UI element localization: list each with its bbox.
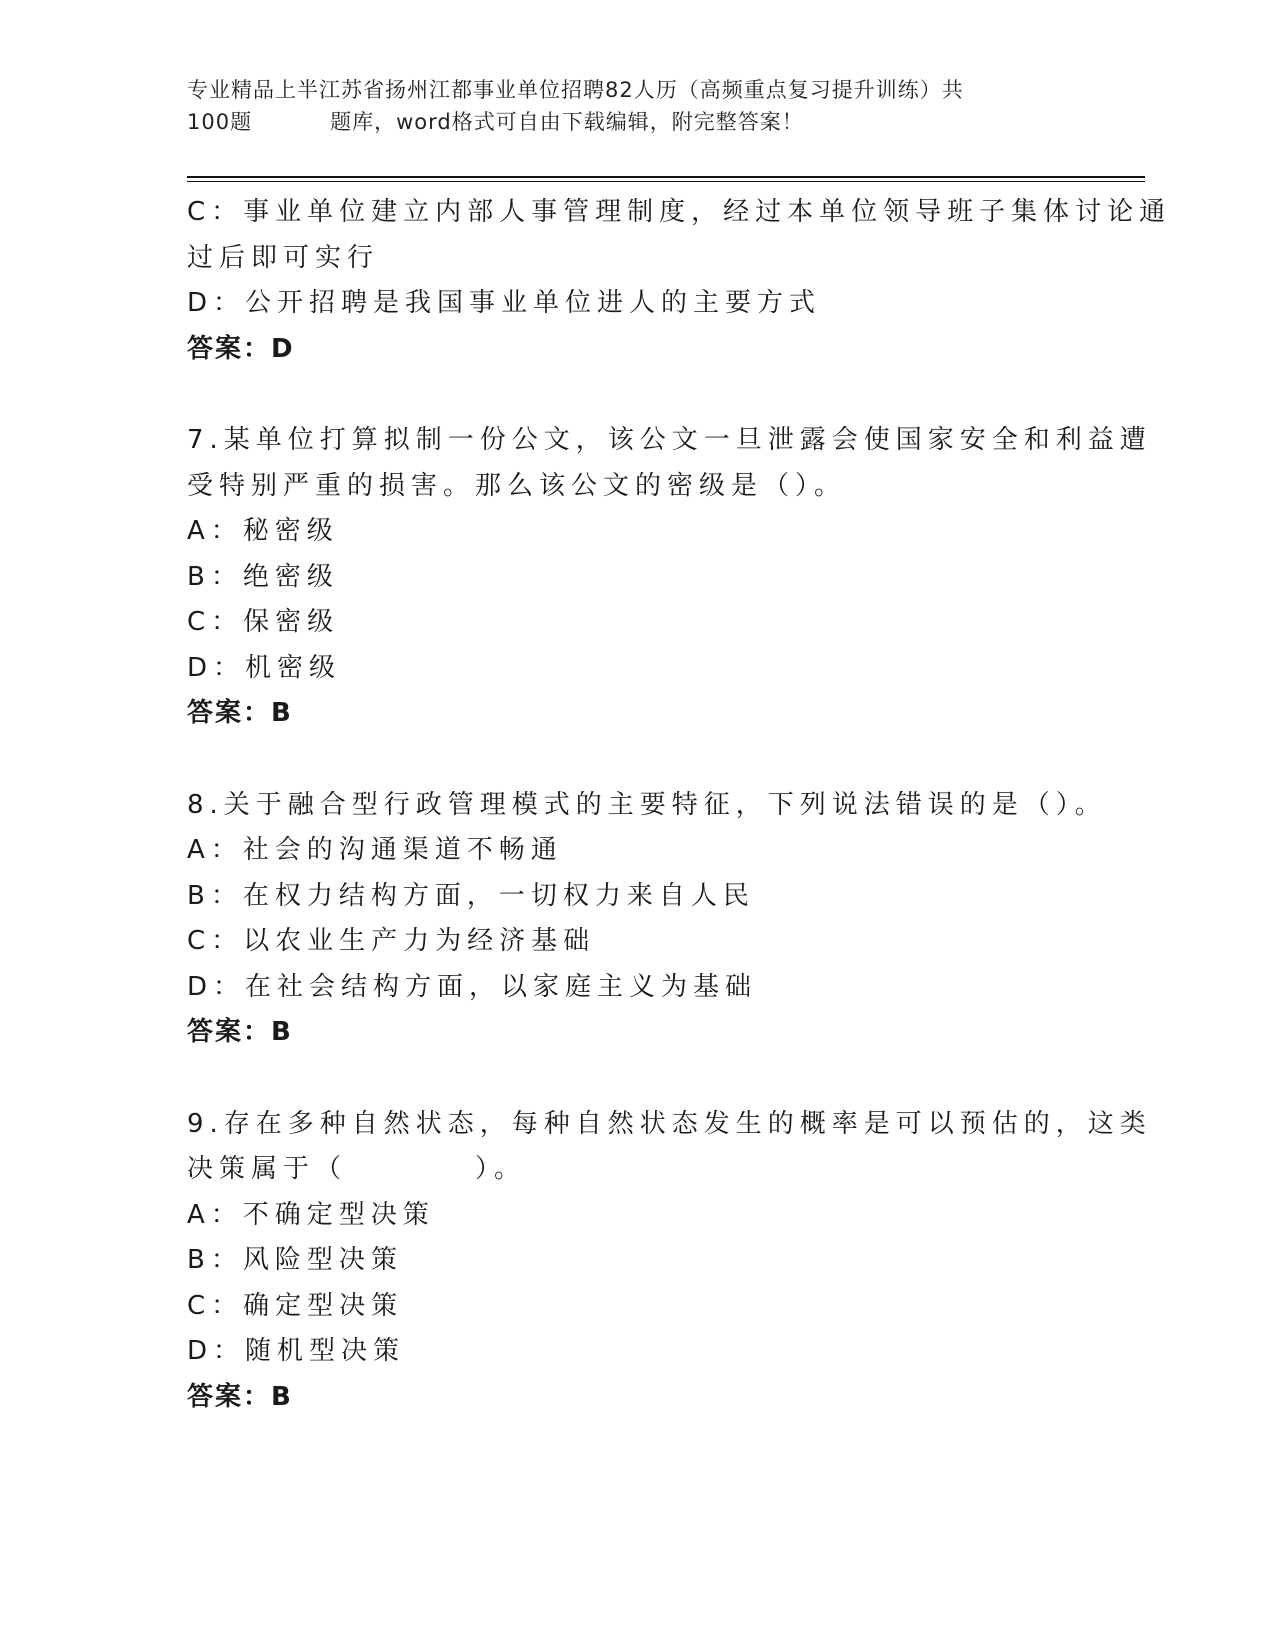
question-7 (187, 418, 1152, 737)
question-stem: 9.存在多种自然状态，每种自然状态发生的概率是可以预估的，这类 (187, 1108, 1152, 1139)
option-b: B：在权力结构方面，一切权力来自人民 (187, 880, 755, 911)
page-header (187, 74, 1087, 138)
header-question-count: 100题 (187, 110, 253, 134)
answer-line: 答案：B (187, 1017, 293, 1047)
option-d: D：公开招聘是我国事业单位进人的主要方式 (187, 288, 822, 318)
header-title-line2 (187, 106, 1087, 138)
answer-line: 答案：D (187, 333, 295, 364)
option-c: C：保密级 (187, 607, 340, 637)
option-a: A：社会的沟通渠道不畅通 (187, 835, 563, 865)
question-8 (187, 783, 1107, 1056)
question-stem: 7.某单位打算拟制一份公文，该公文一旦泄露会使国家安全和利益遭 (187, 425, 1152, 455)
header-divider-thick (187, 176, 1145, 178)
option-a: A：秘密级 (187, 516, 339, 546)
option-c: C：事业单位建立内部人事管理制度，经过本单位领导班子集体讨论通 (187, 197, 1172, 227)
option-c: C：确定型决策 (187, 1290, 404, 1321)
option-a: A：不确定型决策 (187, 1199, 435, 1230)
header-title-line1: 专业精品上半江苏省扬州江都事业单位招聘82人历（高频重点复习提升训练）共 (187, 78, 964, 102)
option-b: B：绝密级 (187, 561, 339, 592)
answer-line: 答案：B (187, 698, 293, 728)
option-c-continued: 过后即可实行 (187, 242, 380, 273)
answer-line: 答案：B (187, 1381, 293, 1412)
option-c: C：以农业生产力为经济基础 (187, 926, 596, 956)
question-stem-continued: 决策属于（ ）。 (187, 1154, 527, 1184)
header-divider-thin (187, 181, 1145, 182)
option-d: D：随机型决策 (187, 1336, 406, 1366)
question-9 (187, 1102, 1152, 1421)
question-stem-continued: 受特别严重的损害。那么该公文的密级是（）。 (187, 470, 847, 501)
header-description: 题库，word格式可自由下载编辑，附完整答案！ (330, 110, 804, 134)
option-b: B：风险型决策 (187, 1245, 403, 1275)
question-list (187, 190, 1172, 1420)
option-d: D：机密级 (187, 652, 342, 683)
prev-question-tail (187, 190, 1172, 372)
question-stem: 8.关于融合型行政管理模式的主要特征，下列说法错误的是（）。 (187, 789, 1107, 820)
option-d: D：在社会结构方面，以家庭主义为基础 (187, 971, 758, 1002)
